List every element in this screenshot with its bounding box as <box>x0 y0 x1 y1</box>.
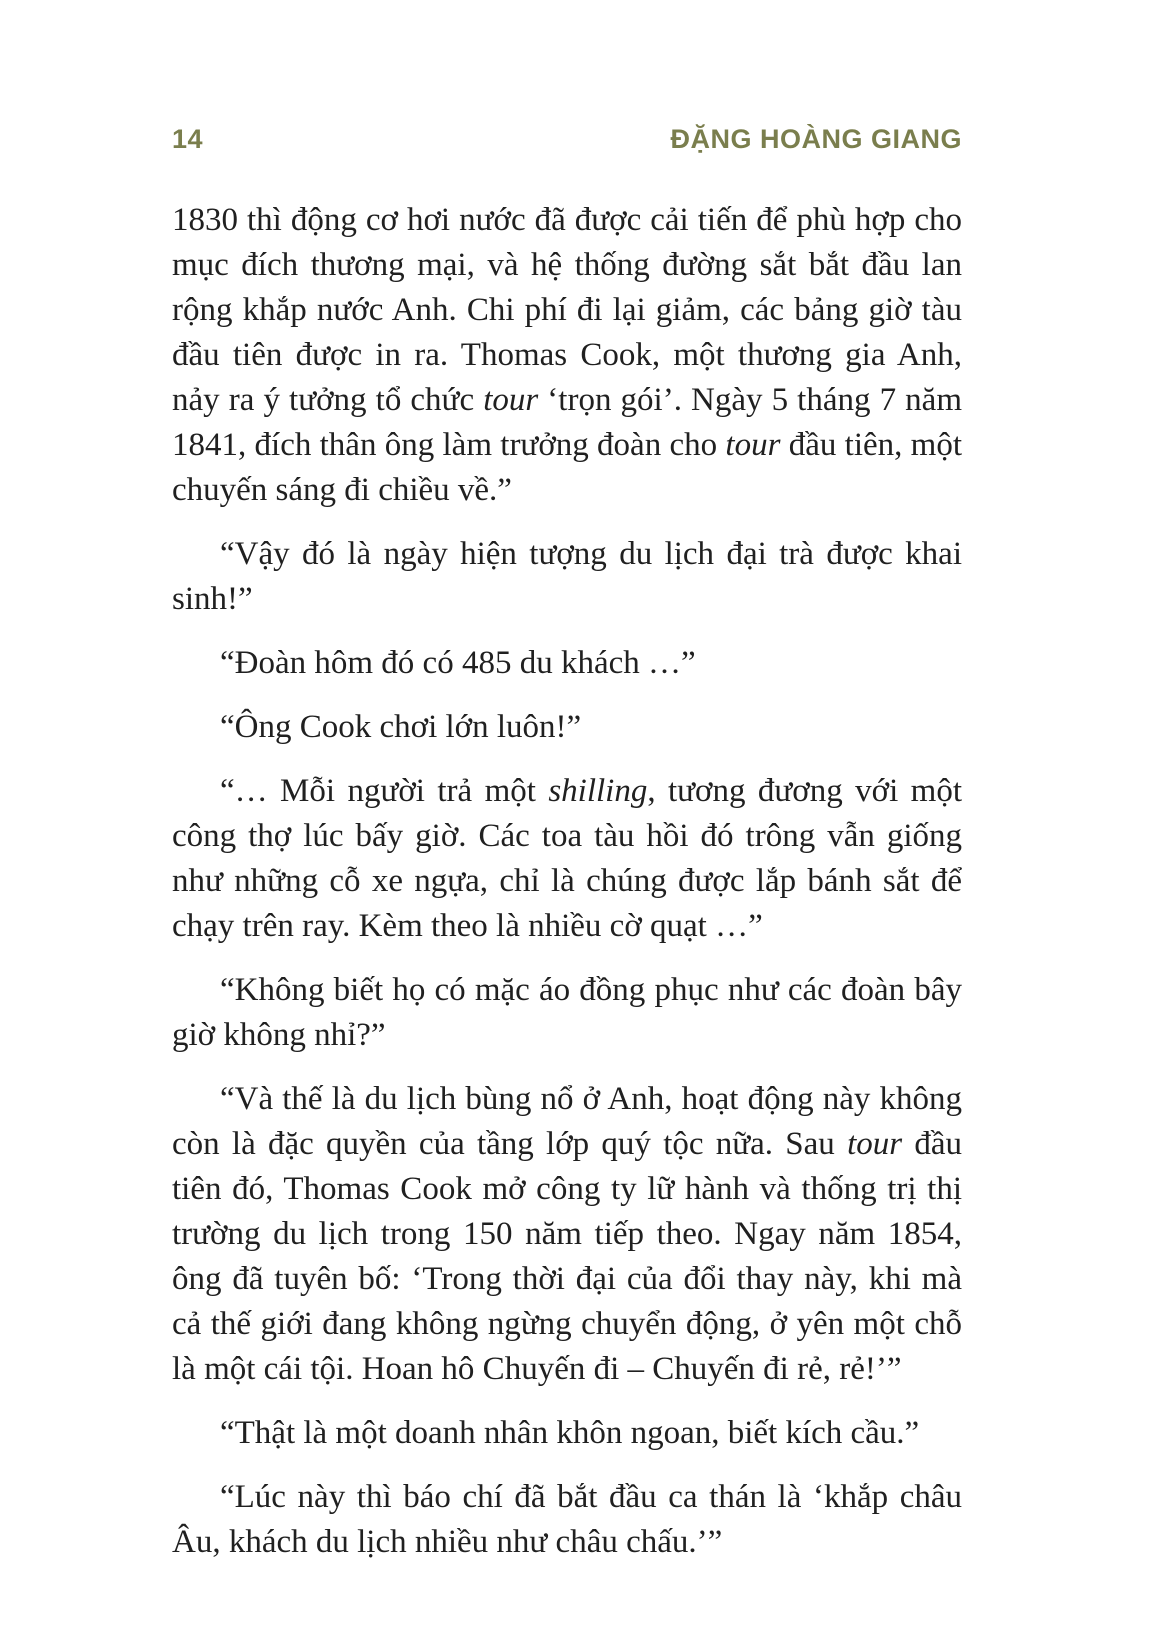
text-segment: “Đoàn hôm đó có 485 du khách …” <box>220 645 696 681</box>
text-segment: ‘trọn gói’. Ngày 5 tháng 7 năm 1841, đích thân ông làm trưởng đoàn cho <box>172 382 962 463</box>
text-segment: “Ông Cook chơi lớn luôn!” <box>220 709 582 745</box>
text-segment: đầu tiên đó, Thomas Cook mở công ty lữ hành và thống trị thị trường du lịch trong 150 năm tiếp theo. Ngay năm 1854, ông đã tuyên bố: ‘Trong thời đại của đổi thay này, khi mà cả thế giới đang không ngừng chuyển động, ở yên một chỗ là một cái tội. Hoan hô Chuyến đi – Chuyến đi rẻ, rẻ!’” <box>172 1126 962 1387</box>
paragraph <box>172 1077 962 1392</box>
text-segment: , tương đương với một công thợ lúc bấy giờ. Các toa tàu hồi đó trông vẫn giống như những cỗ xe ngựa, chỉ là chúng được lắp bánh sắt để chạy trên ray. Kèm theo là nhiều cờ quạt …” <box>172 773 962 944</box>
italic-text-segment: tour <box>725 427 781 463</box>
page-number: 14 <box>172 124 204 154</box>
paragraph <box>172 641 962 686</box>
text-segment: “… Mỗi người trả một <box>220 773 549 809</box>
text-segment: “Thật là một doanh nhân khôn ngoan, biết kích cầu.” <box>220 1415 920 1451</box>
paragraph <box>172 532 962 622</box>
text-segment: “Và thế là du lịch bùng nổ ở Anh, hoạt động này không còn là đặc quyền của tầng lớp quý tộc nữa. Sau <box>172 1081 962 1162</box>
italic-text-segment: tour <box>847 1126 903 1162</box>
paragraph <box>172 705 962 750</box>
running-head-author: ĐẶNG HOÀNG GIANG <box>670 124 962 154</box>
paragraph <box>172 1411 962 1456</box>
paragraph <box>172 1475 962 1565</box>
italic-text-segment: tour <box>483 382 539 418</box>
text-segment: đầu tiên, một chuyến sáng đi chiều về.” <box>172 427 963 508</box>
paragraph <box>172 769 962 949</box>
text-segment: “Lúc này thì báo chí đã bắt đầu ca thán là ‘khắp châu Âu, khách du lịch nhiều như châu chấu.’” <box>172 1479 962 1560</box>
page-body <box>172 198 962 1584</box>
paragraph <box>172 198 962 513</box>
running-head <box>172 124 962 155</box>
paragraph <box>172 968 962 1058</box>
text-segment: “Vậy đó là ngày hiện tượng du lịch đại trà được khai sinh!” <box>172 536 962 617</box>
text-segment: “Không biết họ có mặc áo đồng phục như các đoàn bây giờ không nhỉ?” <box>172 972 962 1053</box>
italic-text-segment: shilling <box>548 773 648 809</box>
text-segment: 1830 thì động cơ hơi nước đã được cải tiến để phù hợp cho mục đích thương mại, và hệ thống đường sắt bắt đầu lan rộng khắp nước Anh. Chi phí đi lại giảm, các bảng giờ tàu đầu tiên được in ra. Thomas Cook, một thương gia Anh, nảy ra ý tưởng tổ chức <box>172 202 962 418</box>
